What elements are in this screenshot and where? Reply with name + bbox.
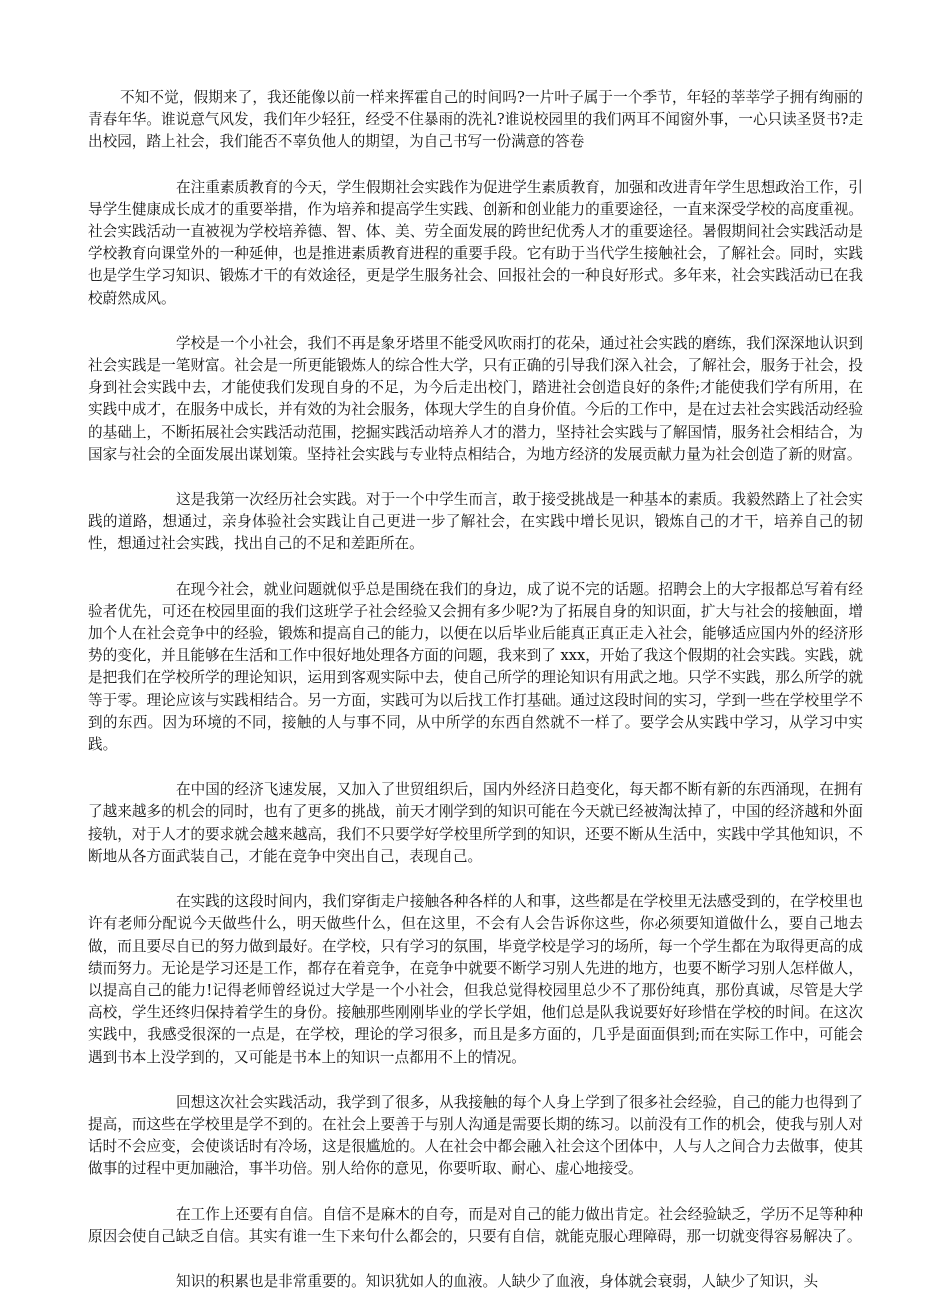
paragraph-5: 在现今社会，就业问题就似乎总是围绕在我们的身边，成了说不完的话题。招聘会上的大字报都总写着有经验者优先，可还在校园里面的我们这班学子社会经验又会拥有多少呢?为了拓展自身的知识面，扩大与社会的接触面，增加个人在社会竞争中的经验，锻炼和提高自己的能力，以便在以后毕业后能真正真正走入社会，能够适应国内外的经济形势的变化，并且能够在生活和工作中很好地处理各方面的问题，我来到了 xxx，开始了我这个假期的社会实践。实践，就是把我们在学校所学的理论知识，运用到客观实际中去，使自己所学的理论知识有用武之地。只学不实践，那么所学的就等于零。理论应该与实践相结合。另一方面，实践可为以后找工作打基础。通过这段时间的实习，学到一些在学校里学不到的东西。因为环境的不同，接触的人与事不同，从中所学的东西自然就不一样了。要学会从实践中学习，从学习中实践。 (88, 580, 863, 754)
paragraph-8: 回想这次社会实践活动，我学到了很多，从我接触的每个人身上学到了很多社会经验，自己的能力也得到了提高，而这些在学校里是学不到的。在社会上要善于与别人沟通是需要长期的练习。以前没有工作的机会，使我与别人对话时不会应变，会使谈话时有冷场，这是很尴尬的。人在社会中都会融入社会这个团体中，人与人之间合力去做事，使其做事的过程中更加融洽，事半功倍。别人给你的意见，你要听取、耐心、虚心地接受。 (88, 1093, 863, 1178)
paragraph-4: 这是我第一次经历社会实践。对于一个中学生而言，敢于接受挑战是一种基本的素质。我毅然踏上了社会实践的道路，想通过，亲身体验社会实践让自己更进一步了解社会，在实践中增长见识，锻炼自己的才干，培养自己的韧性，想通过社会实践，找出自己的不足和差距所在。 (88, 491, 863, 553)
paragraph-9: 在工作上还要有自信。自信不是麻木的自夸，而是对自己的能力做出肯定。社会经验缺乏，学历不足等种种原因会使自己缺乏自信。其实有谁一生下来句什么都会的，只要有自信，就能克服心理障碍，那一切就变得容易解决了。 (88, 1205, 863, 1245)
paragraph-2: 在注重素质教育的今天，学生假期社会实践作为促进学生素质教育，加强和改进青年学生思想政治工作，引导学生健康成长成才的重要举措，作为培养和提高学生实践、创新和创业能力的重要途径，一直来深受学校的高度重视。社会实践活动一直被视为学校培养德、智、体、美、劳全面发展的跨世纪优秀人才的重要途径。暑假期间社会实践活动是学校教育向课堂外的一种延伸，也是推进素质教育进程的重要手段。它有助于当代学生接触社会，了解社会。同时，实践也是学生学习知识、锻炼才干的有效途径，更是学生服务社会、回报社会的一种良好形式。多年来，社会实践活动已在我校蔚然成风。 (88, 178, 863, 307)
paragraph-6: 在中国的经济飞速发展，又加入了世贸组织后，国内外经济日趋变化，每天都不断有新的东西涌现，在拥有了越来越多的机会的同时，也有了更多的挑战，前天才刚学到的知识可能在今天就已经被淘汰掉了，中国的经济越和外面接轨，对于人才的要求就会越来越高，我们不只要学好学校里所学到的知识，还要不断从生活中，实践中学其他知识，不断地从各方面武装自己，才能在竞争中突出自己，表现自己。 (88, 781, 863, 865)
paragraph-3: 学校是一个小社会，我们不再是象牙塔里不能受风吹雨打的花朵，通过社会实践的磨练，我们深深地认识到社会实践是一笔财富。社会是一所更能锻炼人的综合性大学，只有正确的引导我们深入社会，了解社会，服务于社会，投身到社会实践中去，才能使我们发现自身的不足，为今后走出校门，踏进社会创造良好的条件;才能使我们学有所用，在实践中成才，在服务中成长，并有效的为社会服务，体现大学生的自身价值。今后的工作中，是在过去社会实践活动经验的基础上，不断拓展社会实践活动范围，挖掘实践活动培养人才的潜力，坚持社会实践与了解国情，服务社会相结合，为国家与社会的全面发展出谋划策。坚持社会实践与专业特点相结合，为地方经济的发展贡献力量为社会创造了新的财富。 (88, 334, 863, 463)
paragraph-7: 在实践的这段时间内，我们穿街走户接触各种各样的人和事，这些都是在学校里无法感受到的，在学校里也许有老师分配说今天做些什么，明天做些什么，但在这里，不会有人会告诉你这些，你必须要知道做什么，要自己地去做，而且要尽自已的努力做到最好。在学校，只有学习的氛围，毕竟学校是学习的场所，每一个学生都在为取得更高的成绩而努力。无论是学习还是工作，都存在着竞争，在竞争中就要不断学习别人先进的地方，也要不断学习别人怎样做人，以提高自己的能力!记得老师曾经说过大学是一个小社会，但我总觉得校园里总少不了那份纯真，那份真诚，尽管是大学高校，学生还终归保持着学生的身份。接触那些刚刚毕业的学长学姐，他们总是队我说要好好珍惜在学校的时间。在这次实践中，我感受很深的一点是，在学校，理论的学习很多，而且是多方面的，几乎是面面俱到;而在实际工作中，可能会遇到书本上没学到的，又可能是书本上的知识一点都用不上的情况。 (88, 893, 863, 1066)
paragraph-1: 不知不觉，假期来了，我还能像以前一样来挥霍自己的时间吗?一片叶子属于一个季节，年轻的莘莘学子拥有绚丽的青春年华。谁说意气风发，我们年少轻狂，经受不住暴雨的洗礼?谁说校园里的我们两耳不闻窗外事，一心只读圣贤书?走出校园，踏上社会，我们能否不辜负他人的期望，为自己书写一份满意的答卷 (88, 89, 863, 151)
paragraph-10: 知识的积累也是非常重要的。知识犹如人的血液。人缺少了血液，身体就会衰弱，人缺少了知识，头 (176, 1272, 819, 1290)
document-body (88, 87, 863, 1316)
